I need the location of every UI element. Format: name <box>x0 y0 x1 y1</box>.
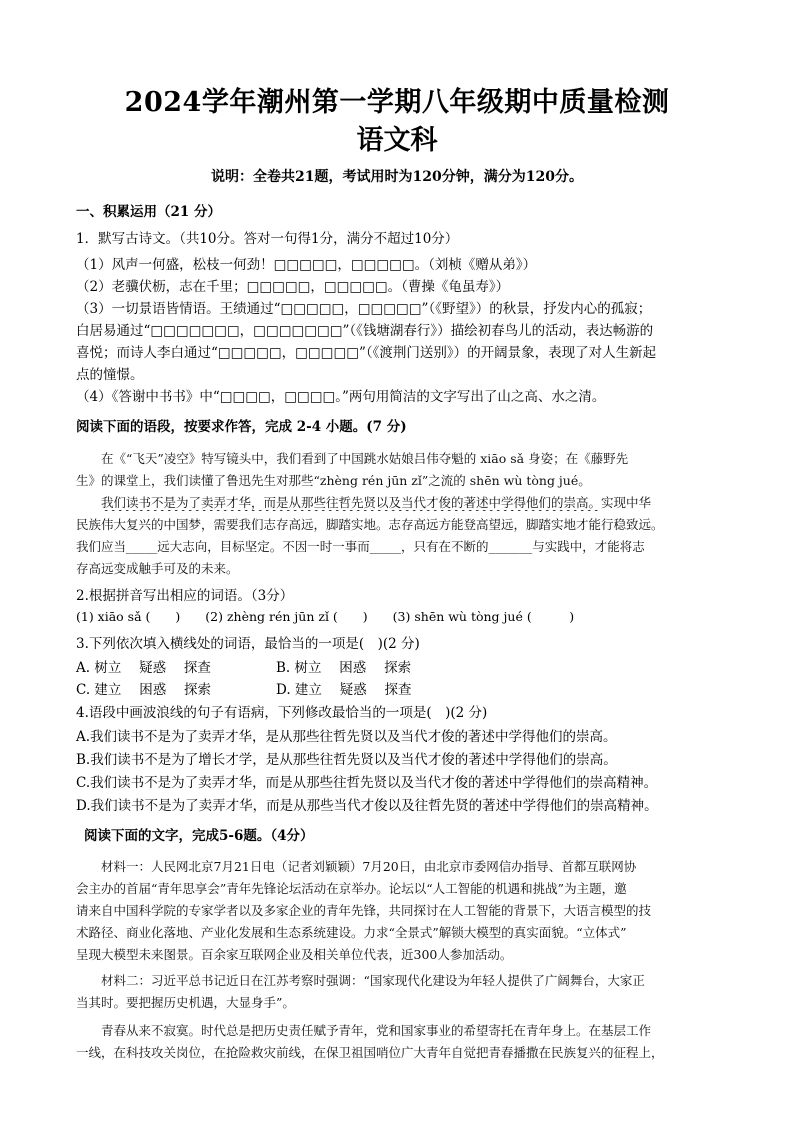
material2-line2: 当其时。要把握历史机遇，大显身手”。 <box>76 995 295 1010</box>
q2-prompt: 2.根据拼音写出相应的词语。（3分） <box>76 588 294 604</box>
q1-item-1: （1）风声一何盛，松枝一何劲！□□□□□，□□□□□。（刘桢《赠从弟》） <box>76 257 537 273</box>
q3-options-row2 <box>76 678 726 698</box>
material3-line1: 青春从来不寂寞。时代总是把历史责任赋予青年，党和国家事业的希望寄托在青年身上。在基层工作 <box>76 1023 652 1038</box>
reading2-heading: 阅读下面的文字，完成5-6题。（4分） <box>84 828 314 844</box>
q1-item-2: （2）老骥伏枥，志在千里；□□□□□，□□□□□。（曹操《龟虽寿》） <box>76 279 510 295</box>
q1-item-3a: （3）一切景语皆情语。王绩通过“□□□□□，□□□□□”（《野望》）的秋景，抒发内心的孤寂； <box>76 301 652 317</box>
q3-option-b: B. 树立 困惑 探索 <box>276 660 412 676</box>
reading1-para-line3 <box>76 493 726 511</box>
q3-prompt: 3.下列依次填入横线处的词语，最恰当的一项是( )(2 分) <box>76 636 420 652</box>
q1-item-3d: 点的憧憬。 <box>76 367 144 383</box>
q4-prompt: 4.语段中画波浪线的句子有语病，下列修改最恰当的一项是( )(2 分) <box>76 705 488 721</box>
material1-line5: 呈现大模型未来图景。百余家互联网企业及相关单位代表，近300人参加活动。 <box>76 947 513 962</box>
material1-line2: 会主办的首届“青年思享会”青年先锋论坛活动在京举办。论坛以“人工智能的机遇和挑战”为主题，邀 <box>76 881 627 896</box>
q1-item-3b: 白居易通过“□□□□□□□，□□□□□□□”（《钱塘湖春行》）描绘初春鸟儿的活动，表达畅游的 <box>76 323 654 339</box>
q4-option-a: A.我们读书不是为了卖弄才华，是从那些往哲先贤以及当代才俊的著述中学得他们的崇高。 <box>76 729 617 745</box>
q4-option-b: B.我们读书不是为了增长才学，是从那些往哲先贤以及当代才俊的著述中学得他们的崇高。 <box>76 752 617 768</box>
section1-heading: 一、积累运用（21 分） <box>76 204 221 220</box>
q4-option-d: D.我们读书不是为了卖弄才华，而是从那些当代才俊以及往哲先贤的著述中学得他们的崇高精神。 <box>76 798 658 814</box>
material3-line2: 一线，在科技攻关岗位，在抢险救灾前线，在保卫祖国哨位广大青年自觉把青春播撒在民族复兴的征程上， <box>76 1045 664 1060</box>
exam-subtitle: 语文科 <box>356 125 438 156</box>
exam-instructions: 说明：全卷共21题，考试用时为120分钟，满分为120分。 <box>211 169 583 185</box>
material1-line3: 请来自中国科学院的专家学者以及多家企业的青年先锋，共同探讨在人工智能的背景下，大语言模型的技 <box>76 903 652 918</box>
reading1-heading: 阅读下面的语段，按要求作答，完成 2-4 小题。(7 分) <box>76 419 407 435</box>
q3-option-a: A. 树立 疑惑 探查 <box>76 660 211 676</box>
q1-prompt: 1．默写古诗文。（共10分。答对一句得1分，满分不超过10分） <box>76 231 459 247</box>
q4-option-c: C.我们读书不是为了卖弄才华，而是从那些往哲先贤以及当代才俊的著述中学得他们的崇高精神。 <box>76 775 658 791</box>
material1-line1: 材料一：人民网北京7月21日电（记者刘颖颖）7月20日，由北京市委网信办指导、首都互联网协 <box>76 859 637 874</box>
material1-line4: 术路径、商业化落地、产业化发展和生态系统建设。力求“全景式”解锁大模型的真实面貌。“立体式” <box>76 925 627 940</box>
reading1-para-line4: 民族伟大复兴的中国梦，需要我们志存高远，脚踏实地。志存高远方能登高望远，脚踏实地才能行稳致远。 <box>76 517 664 532</box>
exam-title: 2024学年潮州第一学期八年级期中质量检测 <box>124 87 670 118</box>
wavy-underlined-sentence: 我们读书不是为了卖弄才华，而是从那些往哲先贤以及当代才俊的著述中学得他们的崇高。 <box>101 495 602 510</box>
reading1-para-line2: 生》的课堂上，我们读懂了鲁迅先生对那些“zhèng rén jūn zǐ”之流的 shēn wù tòng jué。 <box>76 473 591 488</box>
reading1-para-line1: 在《“飞天”凌空》特写镜头中，我们看到了中国跳水姑娘吕伟夺魁的 xiāo sǎ 身姿；在《藤野先 <box>76 451 629 466</box>
reading1-para-line6: 存高远变成触手可及的未来。 <box>76 561 239 576</box>
q3-options-row1 <box>76 656 726 676</box>
material2-line1: 材料二：习近平总书记近日在江苏考察时强调：“国家现代化建设为年轻人提供了广阔舞台，大家正 <box>76 973 645 988</box>
reading1-para-line3-tail: 实现中华 <box>601 495 652 510</box>
q2-items: (1) xiāo sǎ ( ) (2) zhèng rén jūn zǐ ( ) (3) shēn wù tòng jué ( ) <box>76 609 575 624</box>
q3-option-d: D. 建立 疑惑 探查 <box>276 682 412 698</box>
q1-item-3c: 喜悦；而诗人李白通过“□□□□□，□□□□□”（《渡荆门送别》）的开阔景象，表现了对人生新起 <box>76 345 657 361</box>
q1-item-4: （4）《答谢中书书》中“□□□□，□□□□。”两句用简洁的文字写出了山之高、水之清。 <box>76 389 606 405</box>
reading1-para-line5: 我们应当_____远大志向，目标坚定。不因一时一事而_____，只有在不断的_______与实践中，才能将志 <box>76 539 645 554</box>
q3-option-c: C. 建立 困惑 探索 <box>76 682 212 698</box>
